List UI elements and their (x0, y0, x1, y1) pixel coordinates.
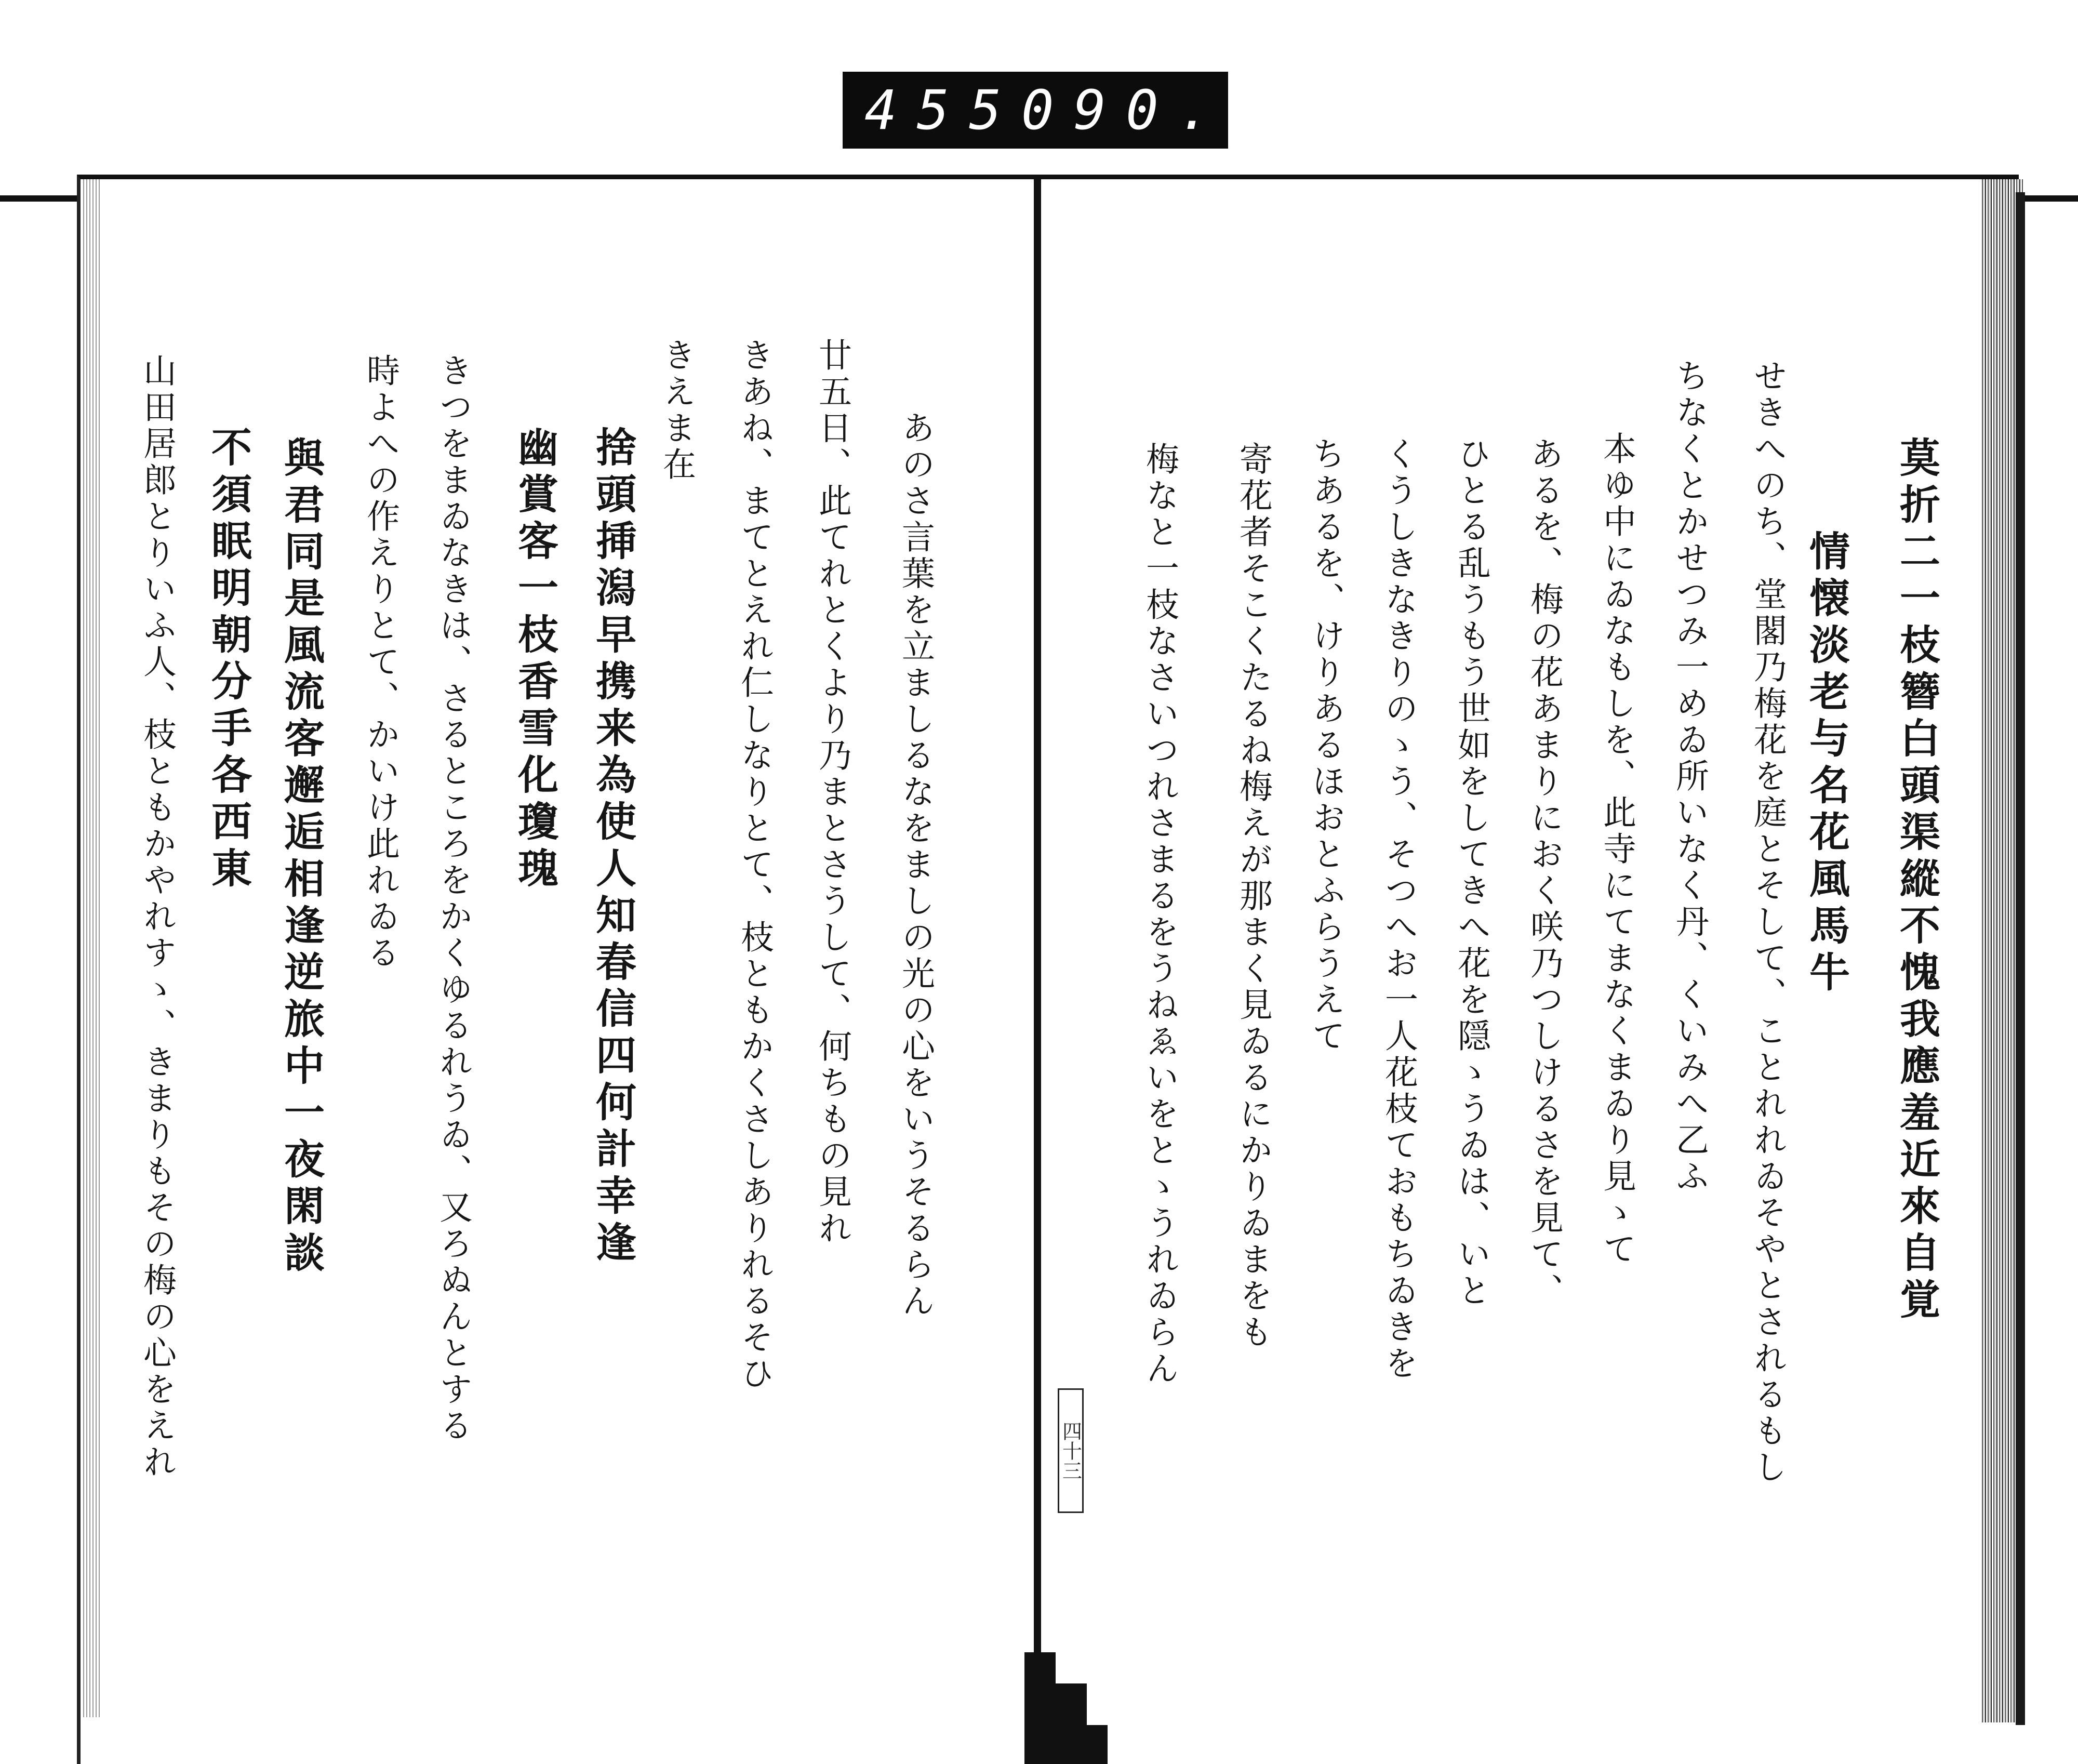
right-col-2: 情懐淡老与名花風馬牛 (1803, 530, 1850, 998)
right-page-edge-shadow (2016, 192, 2025, 1725)
right-col-6: あるを、梅の花あまりにおく咲乃つしけるさを見て、 (1525, 436, 1563, 1309)
book-spine (1034, 175, 1041, 1671)
right-col-3: せきへのち、堂閣乃梅花を庭とそして、ことれれゐそやとされるもし (1748, 359, 1787, 1486)
left-page-edge (81, 179, 102, 1717)
frame-number-left: 455 (864, 78, 1021, 142)
left-rule (0, 195, 83, 202)
left-col-6: 幽賞客一枝香雪化瓊瑰 (511, 426, 558, 894)
right-rule (2021, 195, 2078, 202)
spine-shadow (1024, 1652, 1056, 1764)
left-col-1: あのさ言葉を立ましるなをましの光の心をいうそるらん (896, 410, 935, 1320)
left-col-10: 不須眠明朝分手各西東 (205, 426, 252, 894)
right-col-9: ちあるを、けりあるほおとふらうえて (1307, 436, 1345, 1055)
right-col-1: 莫折二一枝簪白頭渠縱不愧我應羞近來自覚 (1893, 436, 1940, 1325)
left-col-4: きえま在 (657, 338, 696, 483)
right-col-10: 寄花者そこくたるね梅えが那まく見ゐるにかりゐまをも (1234, 442, 1272, 1351)
right-col-5: 本ゆ中にゐなもしを、此寺にてまなくまゐり見ゝて (1597, 431, 1636, 1268)
left-col-5: 捨頭挿潟早携来為使人知春信四何計幸逢 (589, 426, 636, 1268)
left-col-2: 廿五日、此てれとくより乃まとさうして、何ちもの見れ (813, 338, 851, 1247)
left-col-8: 時よへの作えりとて、かいけ此れゐる (361, 353, 399, 972)
folio-number: 四十三 (1058, 1388, 1084, 1513)
right-col-7: ひとる乱うもう世如をしてきへ花を隠ゝうゐは、いと (1452, 436, 1490, 1309)
right-col-11: 梅なと一枝なさいつれさまるをうねゑいをとゝうれゐらん (1140, 442, 1179, 1387)
frame-number-right: 090. (1021, 78, 1231, 142)
left-col-9: 與君同是風流客邂逅相逢逆旅中一夜閑談 (277, 436, 325, 1278)
spine-shadow (1056, 1683, 1087, 1764)
left-col-7: きつをまゐなきは、さるところをかくゆるれうゐ、又ろぬんとする (434, 353, 472, 1444)
right-col-8: くうしきなきりのゝう、そつへお一人花枝ておもちゐきを (1379, 436, 1418, 1382)
microfilm-frame-label (843, 72, 1231, 149)
left-col-11: 山田居郎とりいふ人、枝ともかやれすゝ、きまりもその梅の心をえれ (138, 353, 176, 1481)
left-col-3: きあね、まてとえれ仁しなりとて、枝ともかくさしありれるそひ (735, 338, 774, 1392)
spine-shadow (1087, 1725, 1108, 1764)
right-col-4: ちなくとかせつみ一めゐ所いなく丹、くいみへ乙ふ (1670, 359, 1709, 1195)
